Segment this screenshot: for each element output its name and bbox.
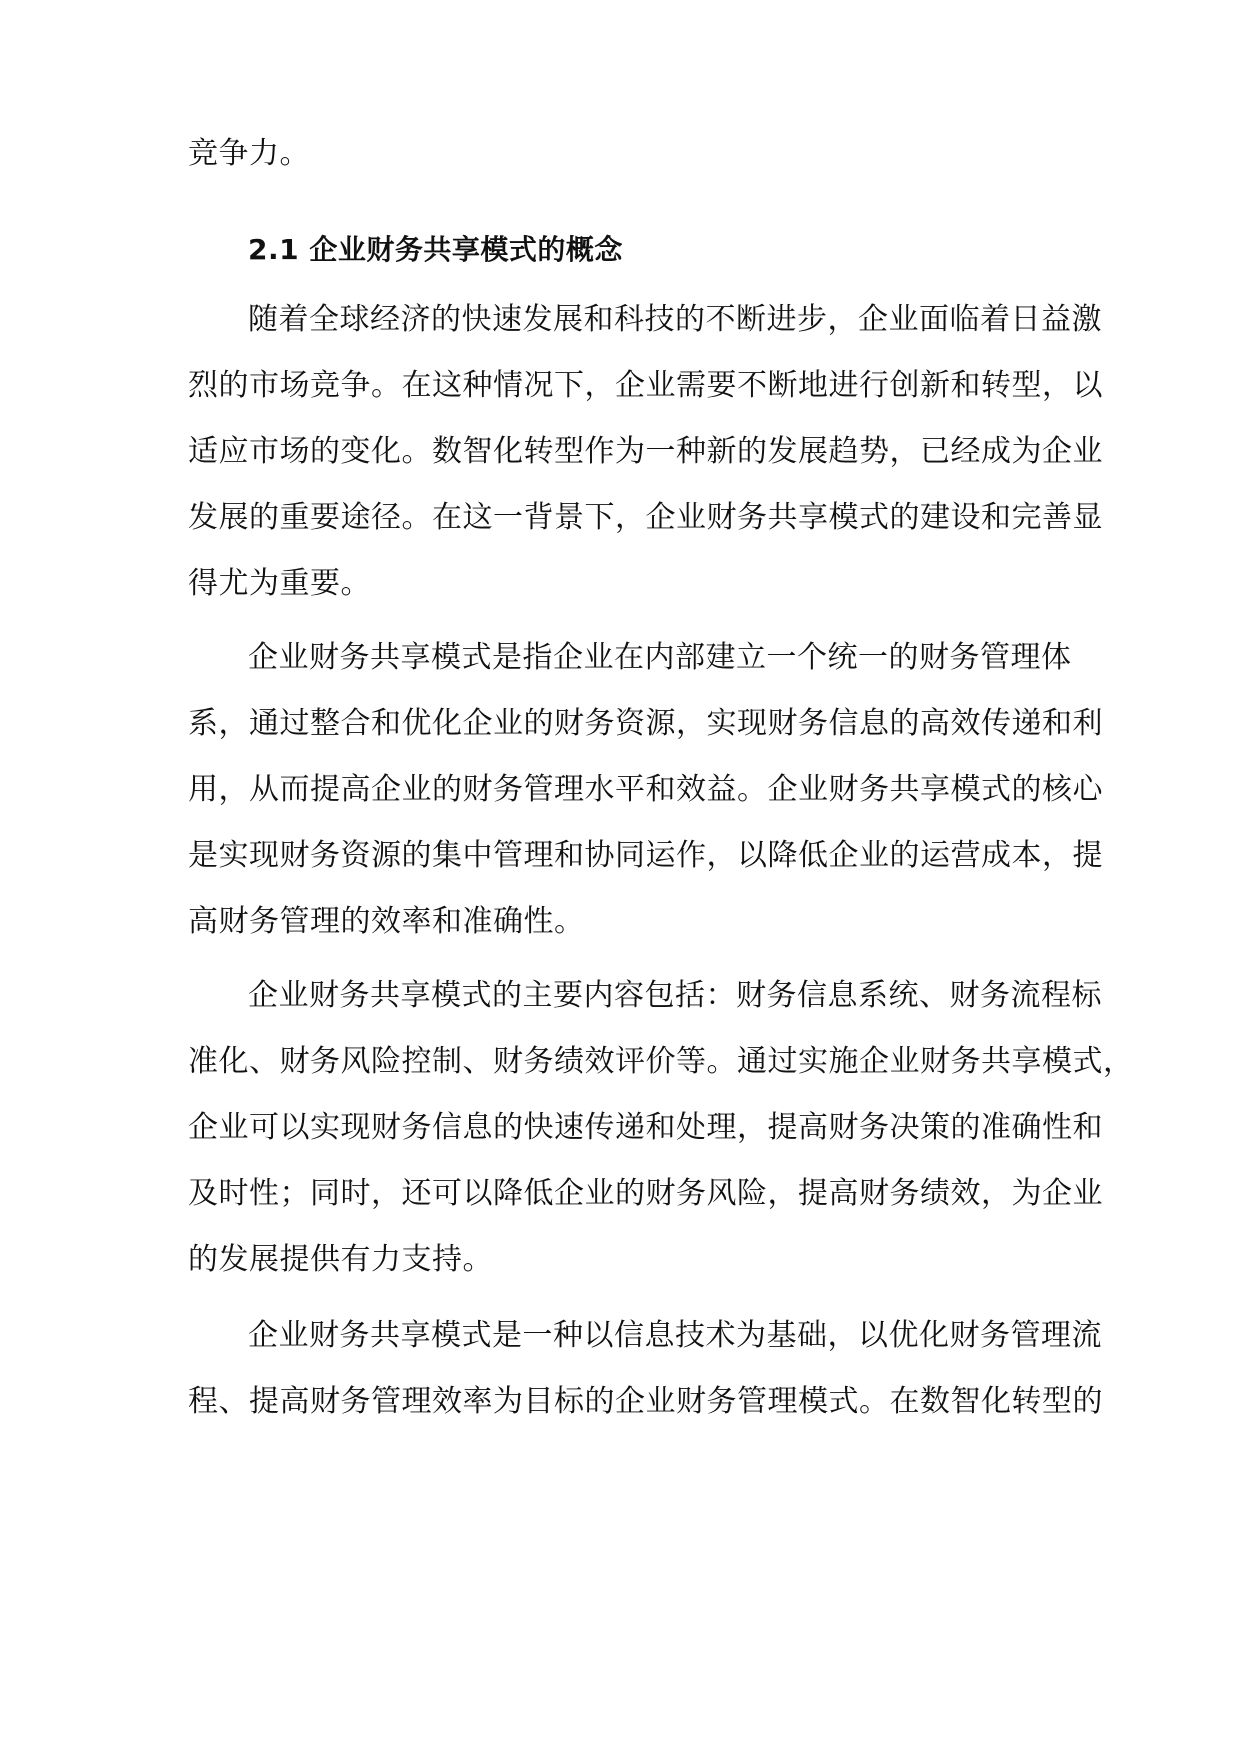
text-line: 企业财务共享模式的主要内容包括：财务信息系统、财务流程标 xyxy=(248,978,1102,1013)
text-line: 发展的重要途径。在这一背景下，企业财务共享模式的建设和完善显 xyxy=(188,500,1103,535)
text-line: 程、提高财务管理效率为目标的企业财务管理模式。在数智化转型的 xyxy=(188,1384,1103,1419)
text-line: 及时性；同时，还可以降低企业的财务风险，提高财务绩效，为企业 xyxy=(188,1176,1103,1211)
section-heading: 2.1 企业财务共享模式的概念 xyxy=(248,233,623,266)
text-line: 用，从而提高企业的财务管理水平和效益。企业财务共享模式的核心 xyxy=(188,772,1103,807)
text-line: 是实现财务资源的集中管理和协同运作，以降低企业的运营成本，提 xyxy=(188,838,1103,873)
text-line: 企业可以实现财务信息的快速传递和处理，提高财务决策的准确性和 xyxy=(188,1110,1103,1145)
text-line: 竞争力。 xyxy=(188,136,310,171)
text-line: 高财务管理的效率和准确性。 xyxy=(188,904,585,939)
text-line: 系，通过整合和优化企业的财务资源，实现财务信息的高效传递和利 xyxy=(188,706,1103,741)
text-line: 随着全球经济的快速发展和科技的不断进步，企业面临着日益激 xyxy=(248,302,1102,337)
text-line: 企业财务共享模式是一种以信息技术为基础，以优化财务管理流 xyxy=(248,1318,1102,1353)
text-line: 的发展提供有力支持。 xyxy=(188,1242,493,1277)
text-line: 准化、财务风险控制、财务绩效评价等。通过实施企业财务共享模式， xyxy=(188,1044,1134,1079)
text-line: 得尤为重要。 xyxy=(188,566,371,601)
text-line: 适应市场的变化。数智化转型作为一种新的发展趋势，已经成为企业 xyxy=(188,434,1103,469)
text-line: 烈的市场竞争。在这种情况下，企业需要不断地进行创新和转型，以 xyxy=(188,368,1103,403)
text-line: 企业财务共享模式是指企业在内部建立一个统一的财务管理体 xyxy=(248,640,1072,675)
